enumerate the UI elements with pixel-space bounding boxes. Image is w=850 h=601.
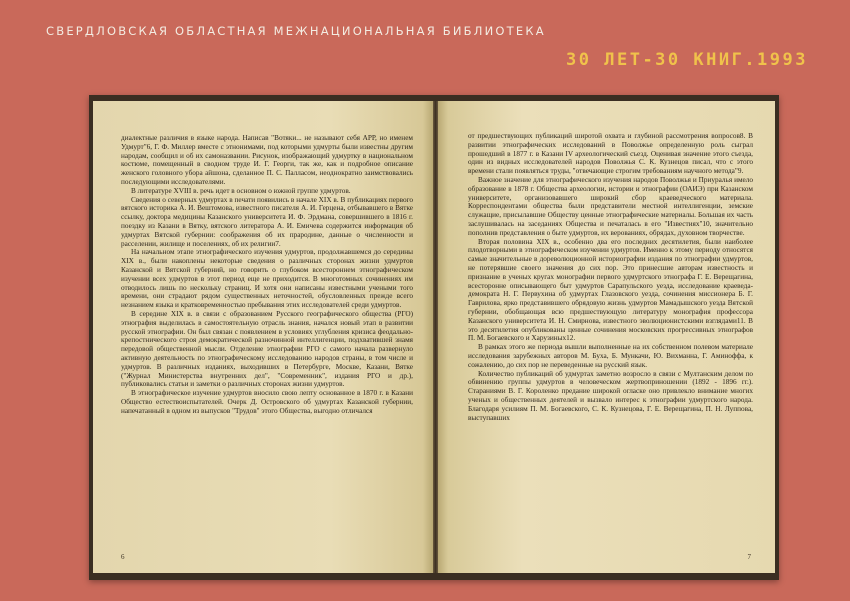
left-page	[93, 101, 433, 573]
paragraph: диалектные различия в языке народа. Написав "Вотяки... не называют себя АРР, но именем Удмурт"6, Г. Ф. Миллер вместе с этнонимами, под которыми удмурты были известны другим народам, сообщил и об их самоназвании. Рисунок, изображающий удмуртку в национальном костюме, помещенный в сводном труде И. Г. Георги, так же, как и подробное описание женского головного убора айшона, сделанное П. С. Палласом, неоднократно заимствовались последующими исследователями.	[121, 134, 413, 186]
right-page-text	[468, 132, 753, 422]
paragraph: Сведения о северных удмуртах в печати появились в начале XIX в. В публикациях первого вятского историка А. И. Вештомова, известного писателя А. И. Герцена, отбывавшего в Вятке ссылку, доктора медицины Казанского университета И. Ф. Эрдмана, совершившего в 1816 г. поездку из Казани в Вятку, вятского литератора А. И. Емичева содержится информация об удмуртах Вятской губернии: соображения об их прародине, данные о численности и расселении, жилище и поселениях, об их религии7.	[121, 195, 413, 248]
right-page	[438, 101, 775, 573]
paragraph: В рамках этого же периода вышли выполненные на их собственном полевом материале исследования зарубежных авторов М. Буха, Б. Мункачи, Ю. Вихманна, Г. Аминоффа, к сожалению, до сих пор не переведенные на русский язык.	[468, 343, 753, 369]
page-number: 7	[747, 553, 751, 561]
paragraph: В этнографическое изучение удмуртов вносило свою лепту основанное в 1870 г. в Казани Общество естествоиспытателей. Очерк Д. Островского об удмуртах Казанской губернии, напечатанный в одном из выпусков "Трудов" этого Общества, выгодно отличался	[121, 389, 413, 415]
paragraph: Количество публикаций об удмуртах заметно возросло в связи с Мултанским делом по обвинению группы удмуртов в человеческом жертвоприношении (1892 - 1896 гг.). Стараниями В. Г. Короленко предание широкой огласке оно привлекло внимание многих ученых и общественных деятелей и вызвало интерес к этнографии удмуртского народа. Благодаря усилиям П. М. Богаевского, С. К. Кузнецова, Г. Е. Верещагина, П. Н. Луппова, выступавших	[468, 369, 753, 422]
paragraph: В середине XIX в. в связи с образованием Русского географического общества (РГО) этнография выделилась в самостоятельную отрасль знания, начался новый этап в развитии русской этнографии. Он был связан с появлением в условиях углубления кризиса феодально-крепостнического строя демократической разночинной интеллигенции, подхватившей знамя передовой общественной мысли. Отделение этнографии РГО с самого начала развернуло активную деятельность по этнографическому исследованию народов страны, в том числе и удмуртов. В различных изданиях, выходивших в Петербурге, Москве, Казани, Вятке ("Журнал Министерства внутренних дел", "Современник", издания РГО и др.), публиковались статьи и заметки о различных сторонах жизни удмуртов.	[121, 309, 413, 389]
paragraph: от предшествующих публикаций широтой охвата и глубиной рассмотрения вопросов8. В развитии этнографических исследований в Поволжье определенную роль сыграл прошедший в 1877 г. в Казани IV археологический съезд. Оценивая значение этого съезда, один из видных исследователей народов Поволжья С. К. Кузнецов писал, что с этого времени стали появляться труды, "отвечающие строгим требованиям научного метода"9.	[468, 132, 753, 176]
paragraph: Вторая половина XIX в., особенно два его последних десятилетия, были наиболее плодотворными в этнографическом изучении удмуртов. Именно к этому периоду относятся самые значительные в дореволюционной историографии издания по этнографии удмуртов, не потерявшие своего значения до сих пор. Это принесшие авторам известность и признание в ученых кругах монографии первого удмуртского этнографа Г. Е. Верещагина, всесторонне описывающего быт удмуртов Сарапульского уезда, исследование краеведа-демократа Н. Г. Первухина об удмуртах Глазовского уезда, сочинения миссионера Б. Г. Гаврилова, ярко представившего обрядовую жизнь удмуртов Мамадышского уезда Вятской губернии, обобщающая всю предшествующую литературу монография профессора Казанского университета И. Н. Смирнова, известного эволюционистскими взглядами11. В это десятилетия опубликованы ценные сочинения московских прогрессивных этнографов П. М. Богаевского и Харузиных12.	[468, 237, 753, 343]
library-name: СВЕРДЛОВСКАЯ ОБЛАСТНАЯ МЕЖНАЦИОНАЛЬНАЯ БИБЛИОТЕКА	[46, 24, 546, 38]
paragraph: Важное значение для этнографического изучения народов Поволжья и Приуралья имело образование в 1878 г. Общества археологии, истории и этнографии (ОАИЭ) при Казанском университете, организовавшего широкий сбор краеведческого материала. Корреспондентами общества были представители местной интеллигенции, земские служащие, присылавшие Обществу ценные этнографические материалы. Большая их часть заслушивалась на заседаниях Общества и печаталась в его "Известиях"10, значительно пополнив представления о быте удмуртов, их верованиях, обрядах, духовном творчестве.	[468, 175, 753, 237]
series-title: 30 ЛЕТ-30 КНИГ.1993	[566, 50, 808, 70]
paragraph: В литературе XVIII в. речь идет в основном о южной группе удмуртов.	[131, 186, 351, 195]
left-page-text	[121, 134, 413, 416]
page-number: 6	[121, 553, 125, 561]
book-spread	[89, 95, 779, 580]
paragraph: На начальном этапе этнографического изучения удмуртов, продолжавшемся до середины XIX в., были накоплены некоторые сведения о различных сторонах жизни удмуртов Казанской и Вятской губерний, но говорить о глубоком всестороннем этнографическом изучении всех удмуртов в этот период еще не приходится. В многотомных сочинениях им отводилось лишь по нескольку страниц. И хотя они написаны известными учеными того времени, они страдают рядом существенных неточностей, обусловленных прежде всего незнанием языка и кратковременностью пребывания этих исследователей среди удмуртов.	[121, 248, 413, 310]
